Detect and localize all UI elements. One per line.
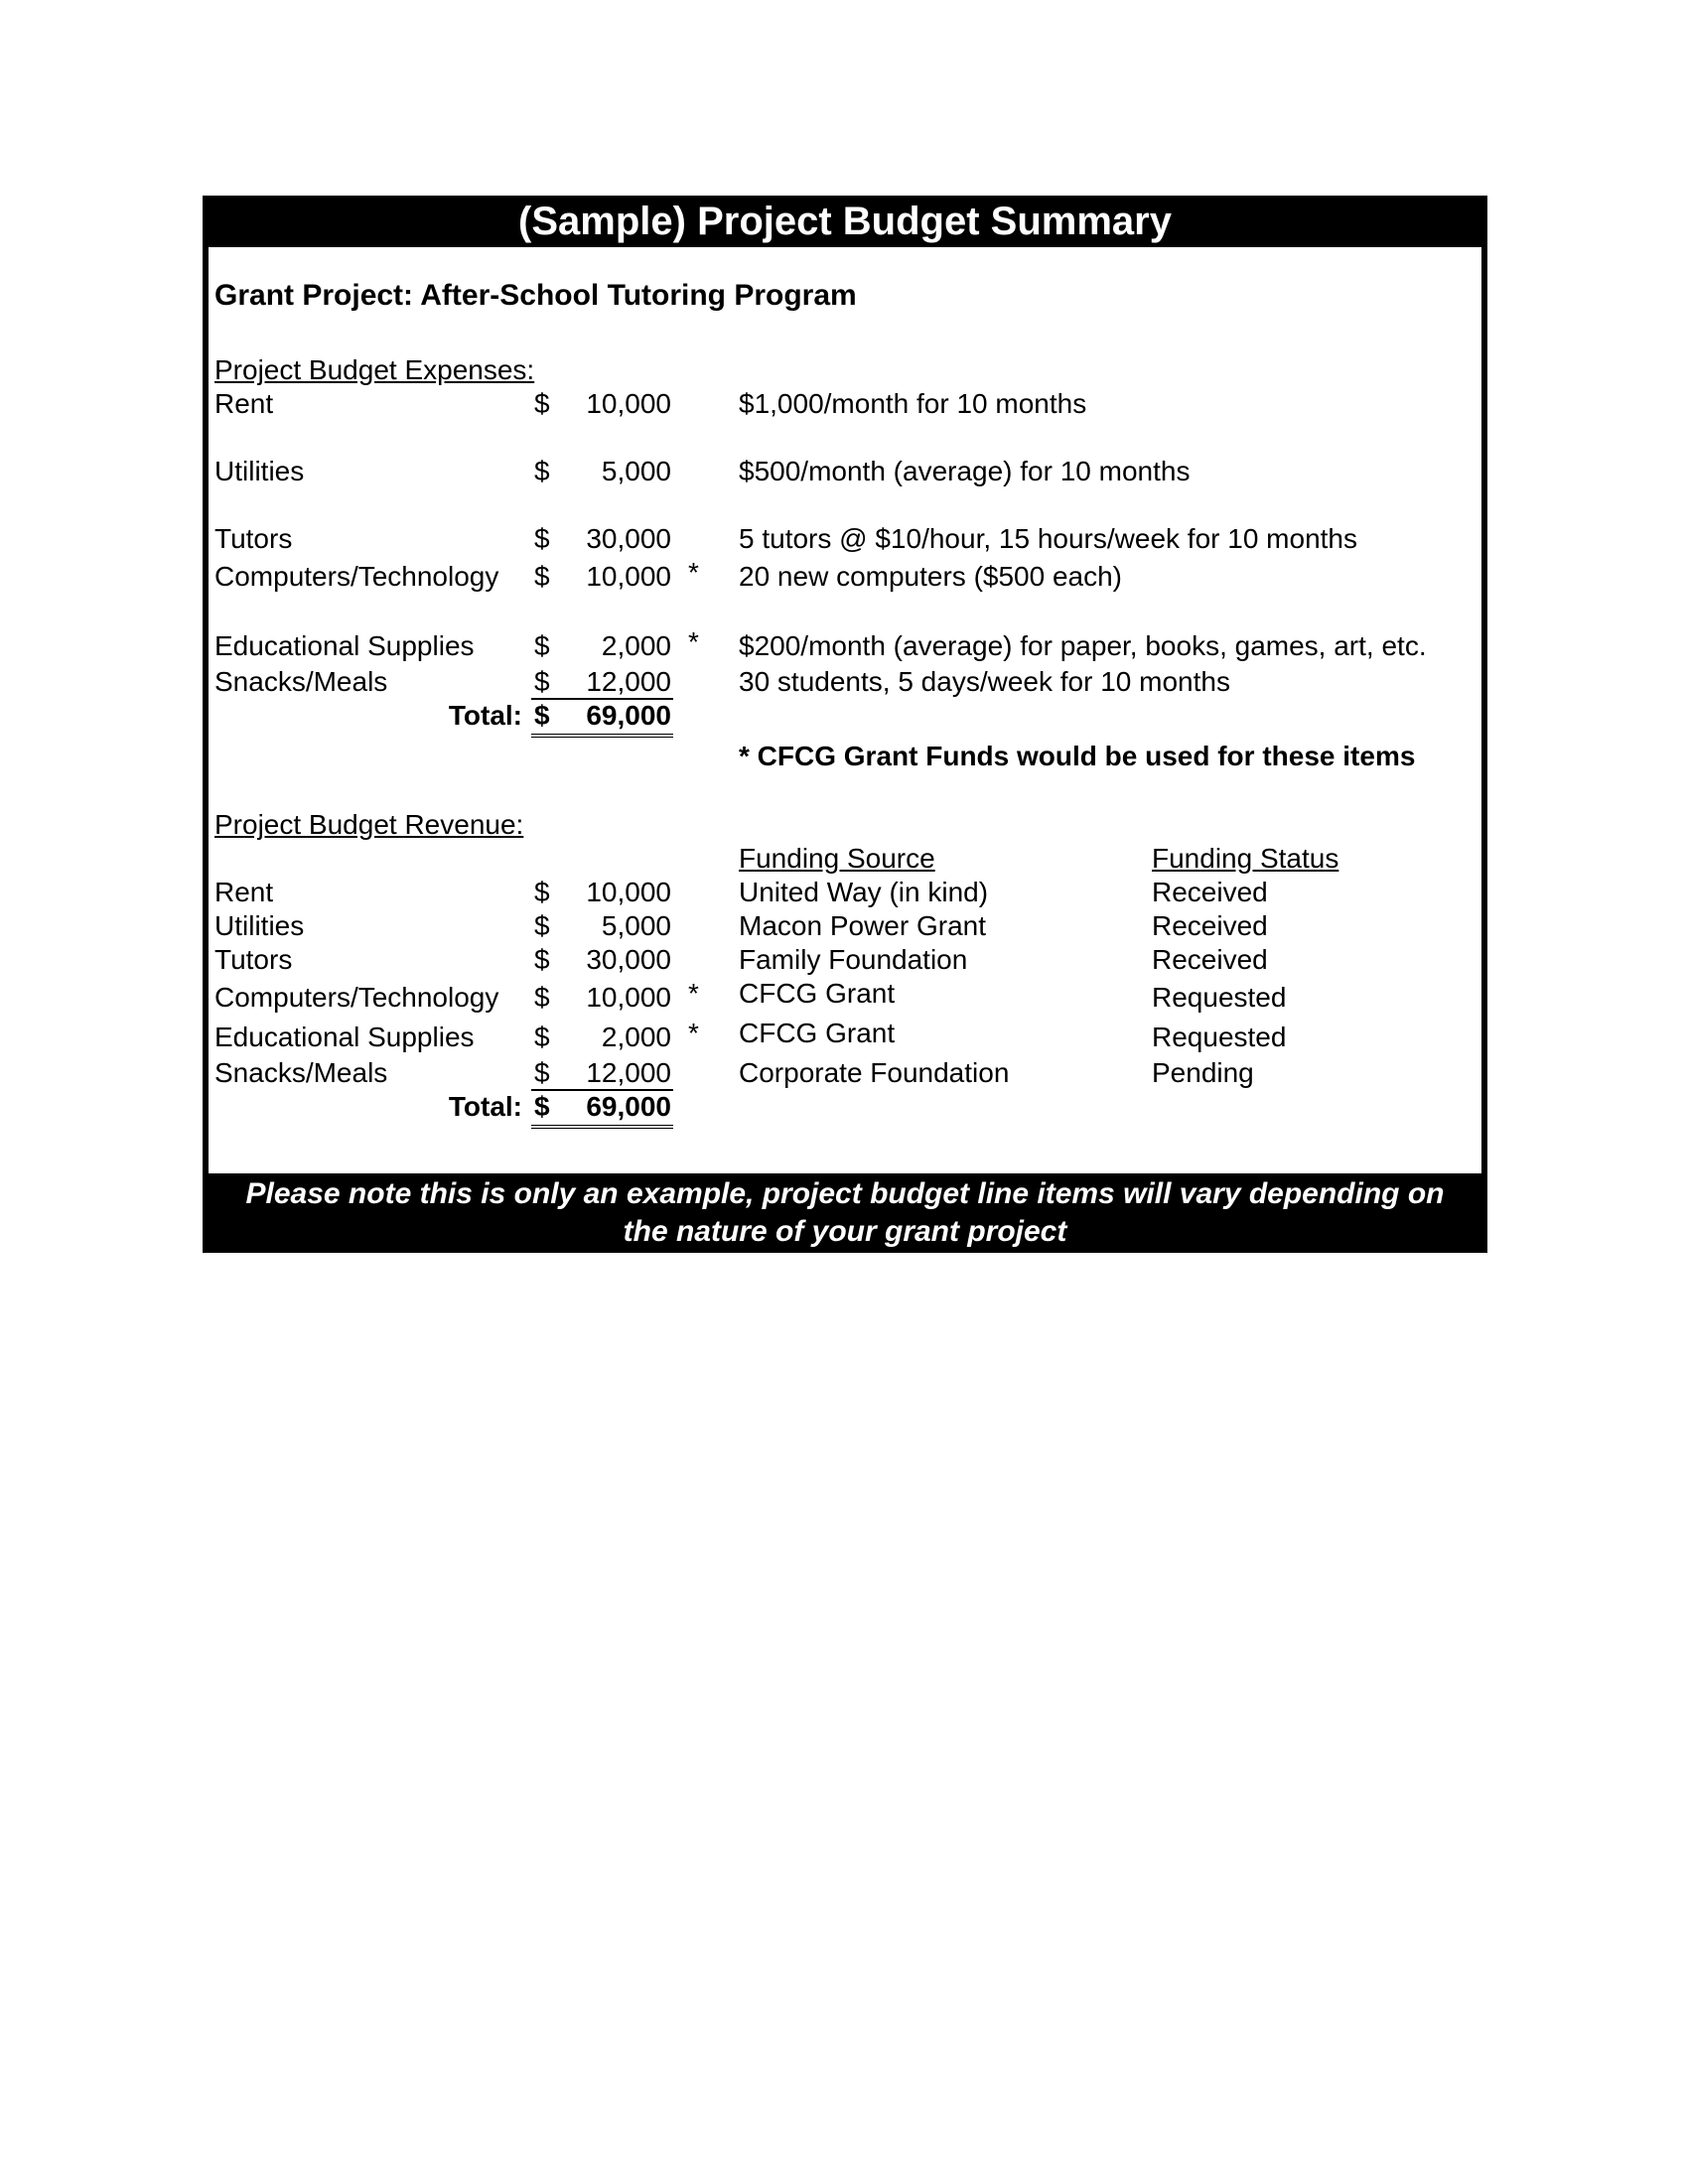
grant-project-line: Grant Project: After-School Tutoring Program	[214, 279, 857, 312]
expense-item: Tutors	[214, 523, 293, 554]
footer-note	[203, 1173, 1487, 1253]
expense-amount: 10,000	[586, 561, 671, 592]
footer-note-line2: the nature of your grant project	[623, 1215, 1067, 1248]
revenue-currency: $	[534, 1057, 550, 1088]
revenue-source: Family Foundation	[739, 944, 968, 975]
revenue-amount: 30,000	[586, 944, 671, 975]
funding-source-header: Funding Source	[739, 843, 935, 874]
expense-currency: $	[534, 630, 550, 661]
revenue-status: Requested	[1152, 982, 1287, 1013]
sheet-title: (Sample) Project Budget Summary	[518, 200, 1172, 243]
revenue-currency: $	[534, 944, 550, 975]
expense-item: Computers/Technology	[214, 561, 499, 592]
expense-item: Utilities	[214, 456, 305, 486]
revenue-status: Requested	[1152, 1022, 1287, 1052]
revenue-currency: $	[534, 982, 550, 1013]
expense-item: Educational Supplies	[214, 630, 475, 661]
expense-item: Snacks/Meals	[214, 666, 388, 697]
expense-amount: 30,000	[586, 523, 671, 554]
expense-note: 20 new computers ($500 each)	[739, 561, 1122, 592]
revenue-item: Utilities	[214, 910, 305, 941]
revenue-item: Computers/Technology	[214, 982, 499, 1013]
expense-currency: $	[534, 388, 550, 419]
expense-currency: $	[534, 456, 550, 486]
expense-note: $500/month (average) for 10 months	[739, 456, 1191, 486]
expense-currency: $	[534, 523, 550, 554]
revenue-source: CFCG Grant	[739, 1018, 896, 1048]
expense-star: *	[688, 626, 699, 657]
revenue-currency: $	[534, 910, 550, 941]
budget-summary-sheet	[203, 196, 1487, 1253]
revenue-item: Rent	[214, 877, 274, 907]
expense-item: Rent	[214, 388, 274, 419]
sheet-content	[209, 247, 1481, 1173]
revenue-source: Corporate Foundation	[739, 1057, 1010, 1088]
revenue-total-amount: 69,000	[586, 1091, 671, 1122]
expense-amount: 10,000	[586, 388, 671, 419]
revenue-item: Educational Supplies	[214, 1022, 475, 1052]
expense-note: $1,000/month for 10 months	[739, 388, 1087, 419]
expense-currency: $	[534, 666, 550, 697]
expenses-heading: Project Budget Expenses:	[214, 354, 535, 385]
total-double-rule	[531, 1125, 673, 1129]
revenue-currency: $	[534, 1022, 550, 1052]
expense-amount: 5,000	[601, 456, 671, 486]
revenue-amount: 2,000	[601, 1022, 671, 1052]
revenue-status: Received	[1152, 877, 1268, 907]
expense-currency: $	[534, 561, 550, 592]
revenue-amount: 12,000	[586, 1057, 671, 1088]
revenue-status: Received	[1152, 944, 1268, 975]
funding-status-header: Funding Status	[1152, 843, 1339, 874]
revenue-source: United Way (in kind)	[739, 877, 989, 907]
revenue-status: Pending	[1152, 1057, 1254, 1088]
revenue-total-label: Total:	[448, 1091, 522, 1122]
expense-total-currency: $	[534, 700, 550, 731]
revenue-amount: 10,000	[586, 877, 671, 907]
expense-amount: 12,000	[586, 666, 671, 697]
revenue-item: Tutors	[214, 944, 293, 975]
revenue-amount: 5,000	[601, 910, 671, 941]
expense-note: 5 tutors @ $10/hour, 15 hours/week for 10 months	[739, 523, 1357, 554]
revenue-source: Macon Power Grant	[739, 910, 986, 941]
expense-note: $200/month (average) for paper, books, games, art, etc.	[739, 630, 1427, 661]
expense-note: 30 students, 5 days/week for 10 months	[739, 666, 1230, 697]
footer-note-line1: Please note this is only an example, project budget line items will vary depending on	[245, 1177, 1445, 1210]
revenue-star: *	[688, 1018, 699, 1048]
revenue-status: Received	[1152, 910, 1268, 941]
revenue-star: *	[688, 978, 699, 1009]
revenue-currency: $	[534, 877, 550, 907]
expense-star: *	[688, 557, 699, 588]
revenue-amount: 10,000	[586, 982, 671, 1013]
revenue-item: Snacks/Meals	[214, 1057, 388, 1088]
expense-total-amount: 69,000	[586, 700, 671, 731]
revenue-total-currency: $	[534, 1091, 550, 1122]
revenue-source: CFCG Grant	[739, 978, 896, 1009]
revenue-heading: Project Budget Revenue:	[214, 809, 524, 840]
cfcg-footnote: * CFCG Grant Funds would be used for these items	[739, 741, 1416, 771]
expense-total-label: Total:	[448, 700, 522, 731]
total-double-rule	[531, 734, 673, 738]
expense-amount: 2,000	[601, 630, 671, 661]
